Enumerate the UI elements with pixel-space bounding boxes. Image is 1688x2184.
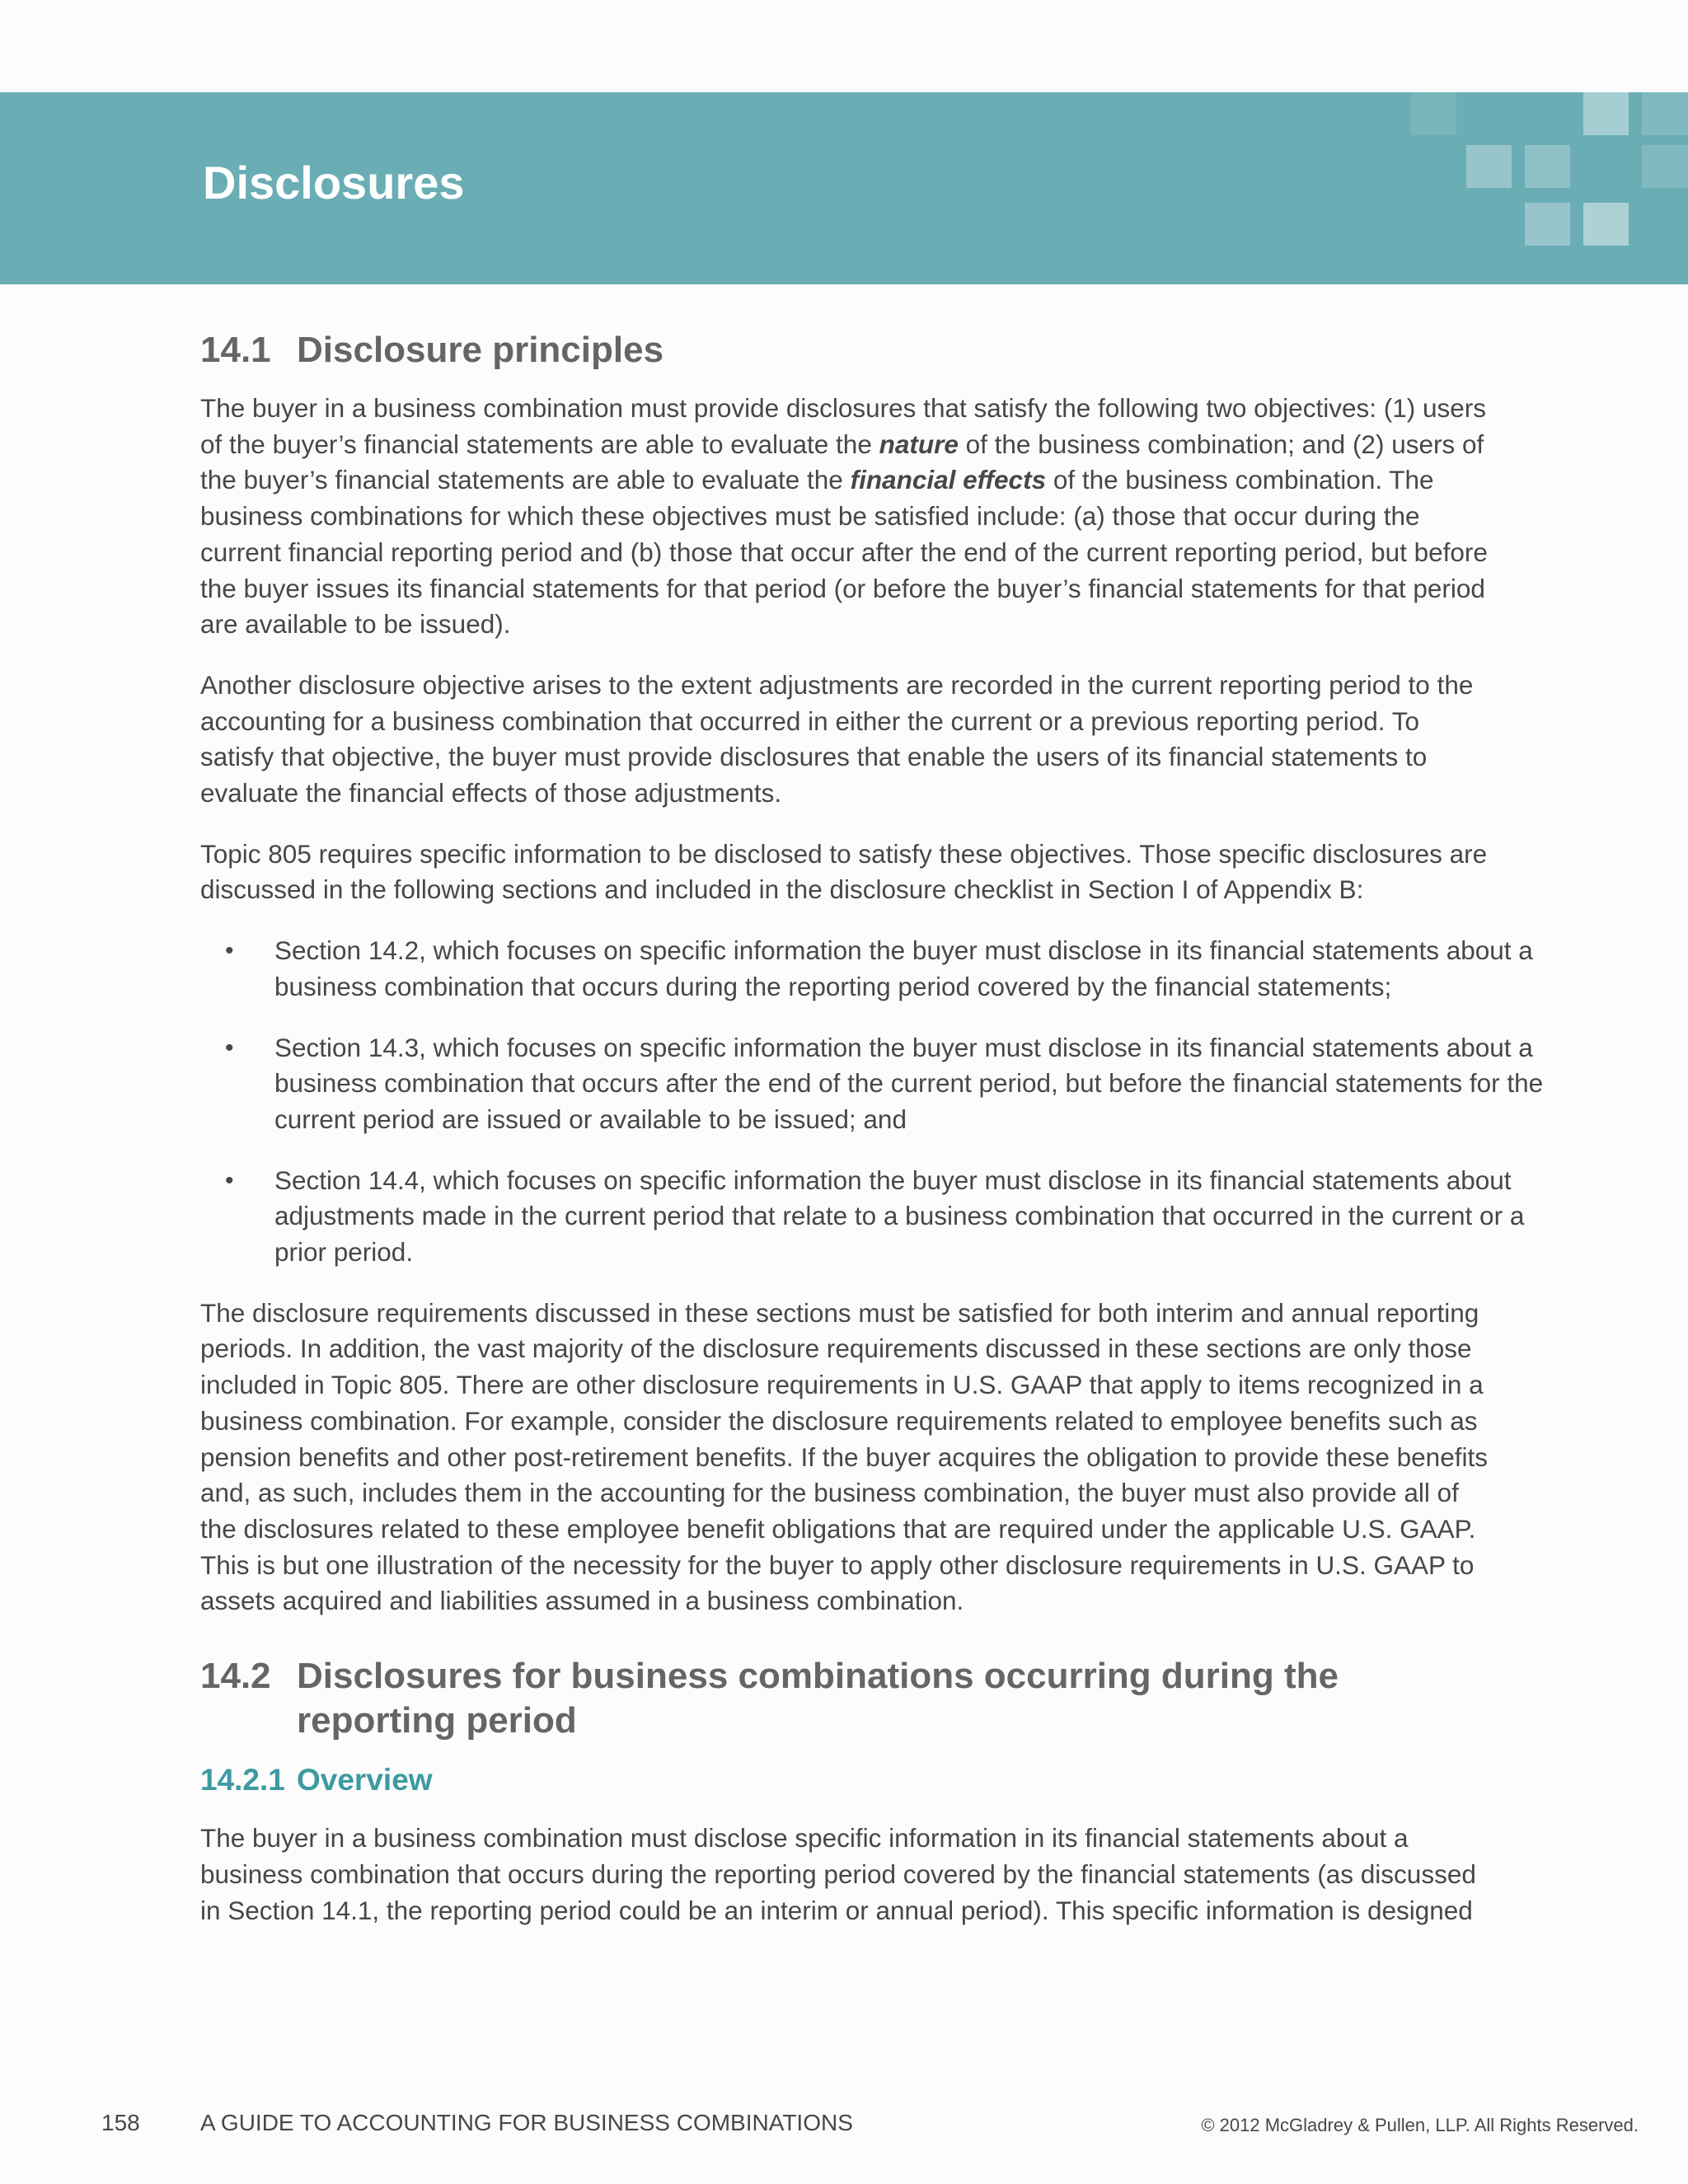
- decor-square: [1411, 92, 1456, 135]
- decor-square: [1525, 145, 1570, 188]
- subsection-heading-14-2-1: [200, 1760, 1494, 1801]
- page-title: Disclosures: [203, 157, 465, 209]
- decor-square: [1583, 203, 1629, 246]
- list-item: [200, 1030, 1560, 1138]
- list-item-text: Section 14.2, which focuses on specific information the buyer must disclose in its financial statements about a business combination that occurs during the reporting period covered by the financial statements;: [274, 935, 1533, 1001]
- book-title: A GUIDE TO ACCOUNTING FOR BUSINESS COMBINATIONS: [200, 2110, 853, 2135]
- emphasis-nature: nature: [879, 429, 959, 459]
- section-title: Disclosure principles: [297, 330, 664, 370]
- text-run: The buyer in a business combination must provide disclosures that satisfy the following two objectives: (1) users of the buyer’s financial statements are able to evaluate the: [200, 393, 1486, 459]
- subsection-title: Overview: [297, 1763, 433, 1797]
- bullet-list: [200, 933, 1544, 1271]
- text-run: of the business combination. The business combinations for which these objectives must be satisfied include: (a) those that occur during the current financial reporting period and (b) those that occur after the end of the current reporting period, but before the buyer issues its financial statements for that period (or before the buyer’s financial statements for that period are available to be issued).: [200, 465, 1488, 640]
- copyright: © 2012 McGladrey & Pullen, LLP. All Rights Reserved.: [1201, 2115, 1639, 2135]
- paragraph-adjustments: Another disclosure objective arises to the extent adjustments are recorded in the current reporting period to the accounting for a business combination that occurred in either the current or a previous reporting period. To satisfy that objective, the buyer must provide disclosures that enable the users of its financial statements to evaluate the financial effects of those adjustments.: [200, 669, 1474, 808]
- paragraph-overview: The buyer in a business combination must disclose specific information in its financial statements about a business combination that occurs during the reporting period covered by the financial statements (as discussed in Section 14.1, the reporting period could be an interim or annual period). This specific information is designed: [200, 1823, 1476, 1925]
- section-heading-14-2: [200, 1654, 1494, 1743]
- list-item-text: Section 14.4, which focuses on specific information the buyer must disclose in its financial statements about adjustments made in the current period that relate to a business combination that occurred in the current or a prior period.: [274, 1165, 1525, 1268]
- section-heading-14-1: [200, 328, 1494, 373]
- list-item: [200, 1163, 1560, 1271]
- header-banner: [0, 92, 1688, 284]
- decor-square: [1642, 145, 1688, 188]
- bullet-icon: •: [225, 1166, 234, 1194]
- section-number: 14.1: [200, 330, 271, 370]
- page-footer: [0, 2110, 1688, 2151]
- paragraph-topic-805: Topic 805 requires specific information to be disclosed to satisfy these objectives. Those specific disclosures are discussed in the following sections and included in the disclosure checklist in Section I of Appendix B:: [200, 838, 1488, 905]
- text-run: of the business combination; and (2) users of the buyer’s financial statements are able to evaluate the: [200, 429, 1484, 495]
- bullet-icon: •: [225, 1033, 234, 1062]
- decor-square: [1642, 92, 1688, 135]
- section-title: Disclosures for business combinations occurring during the reporting period: [297, 1656, 1339, 1741]
- section-number: 14.2: [200, 1656, 271, 1697]
- page-number: 158: [101, 2110, 140, 2135]
- page-content: [200, 328, 1544, 1929]
- decor-square: [1583, 92, 1629, 135]
- list-item: [200, 933, 1560, 1005]
- list-item-text: Section 14.3, which focuses on specific information the buyer must disclose in its financial statements about a business combination that occurs after the end of the current period, but before the financial statements for the current period are issued or available to be issued; and: [274, 1032, 1544, 1134]
- bullet-icon: •: [225, 937, 234, 965]
- paragraph-requirements: The disclosure requirements discussed in these sections must be satisfied for both interim and annual reporting periods. In addition, the vast majority of the disclosure requirements discussed in these sections are only those included in Topic 805. There are other disclosure requirements in U.S. GAAP that apply to items recognized in a business combination. For example, consider the disclosure requirements related to employee benefits such as pension benefits and other post-retirement benefits. If the buyer acquires the obligation to provide these benefits and, as such, includes them in the accounting for the business combination, the buyer must also provide all of the disclosures related to these employee benefit obligations that are required under the applicable U.S. GAAP. This is but one illustration of the necessity for the buyer to apply other disclosure requirements in U.S. GAAP to assets acquired and liabilities assumed in a business combination.: [200, 1297, 1488, 1616]
- paragraph-objectives: [200, 391, 1494, 643]
- emphasis-financial-effects: financial effects: [850, 465, 1047, 495]
- decor-square: [1466, 145, 1512, 188]
- subsection-number: 14.2.1: [200, 1763, 285, 1797]
- decor-square: [1525, 203, 1570, 246]
